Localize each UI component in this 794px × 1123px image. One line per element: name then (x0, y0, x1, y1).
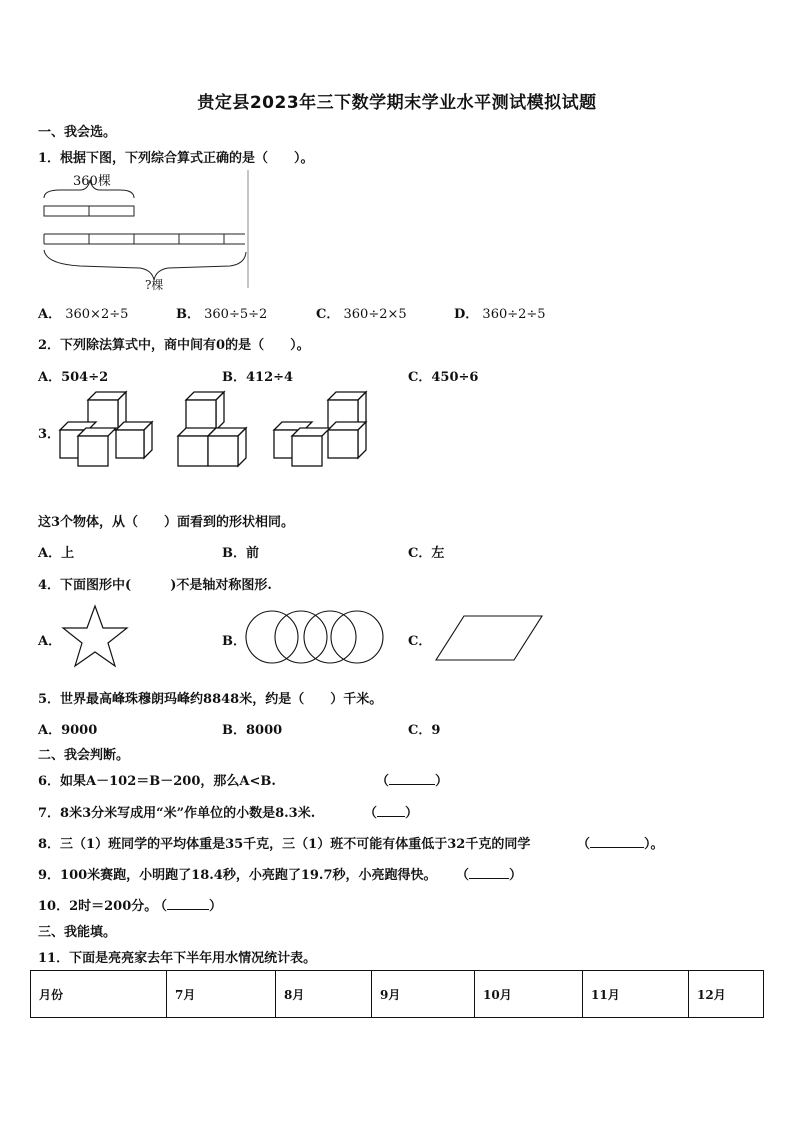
bracket-close: ） (405, 806, 419, 821)
cube-figure-2 (176, 390, 256, 468)
q4-option-b-label[interactable]: B． (222, 634, 246, 649)
question-4-text: 4．下面图形中( )不是轴对称图形. (38, 578, 272, 593)
table-cell: 8月 (276, 971, 372, 1018)
question-5-text: 5．世界最高峰珠穆朗玛峰约8848米，约是（ ）千米。 (38, 692, 383, 707)
q9-answer-blank[interactable] (456, 864, 522, 883)
table-cell: 11月 (583, 971, 689, 1018)
q3-option-c[interactable] (408, 542, 444, 561)
option-label: A． (38, 723, 62, 738)
bracket-close: ） (509, 868, 523, 883)
answer-line (469, 866, 509, 879)
q3-option-a[interactable] (38, 542, 74, 561)
bracket-close: ）。 (644, 837, 664, 852)
bracket-open: （ (154, 899, 168, 914)
q7-answer-blank[interactable] (364, 802, 418, 821)
q1-option-d[interactable] (454, 303, 546, 322)
option-text: 8000 (246, 723, 283, 738)
question-6-text: 6．如果A－102＝B－200，那么A<B. (38, 774, 276, 789)
water-usage-table (30, 970, 764, 1018)
question-8-text: 8．三（1）班同学的平均体重是35千克，三（1）班不可能有体重低于32千克的同学 (38, 837, 531, 852)
table-cell: 9月 (372, 971, 475, 1018)
table-cell: 7月 (167, 971, 276, 1018)
option-text: 左 (431, 546, 445, 561)
option-label: B． (222, 370, 246, 385)
bracket-open: （ (456, 868, 470, 883)
parallelogram-icon (434, 614, 546, 662)
table-cell: 10月 (475, 971, 583, 1018)
option-label: B． (222, 723, 246, 738)
option-label: B． (222, 546, 246, 561)
bracket-close: ） (209, 899, 223, 914)
question-11-text: 11．下面是亮亮家去年下半年用水情况统计表。 (38, 951, 317, 966)
bracket-close: ） (435, 774, 449, 789)
section-heading-fill: 三、我能填。 (38, 925, 117, 940)
question-2-text: 2．下列除法算式中，商中间有0的是（ ）。 (38, 338, 310, 353)
page-title: 贵定县2023年三下数学期末学业水平测试模拟试题 (197, 93, 597, 113)
table-cell: 12月 (689, 971, 764, 1018)
bracket-open: （ (364, 806, 378, 821)
option-label: C． (316, 307, 340, 322)
option-label: A． (38, 370, 62, 385)
answer-line (590, 835, 644, 848)
bracket-open: （ (577, 837, 591, 852)
option-label: A． (38, 307, 62, 322)
option-label: D． (454, 307, 479, 322)
option-label: A． (38, 546, 62, 561)
q1-option-b[interactable] (176, 303, 267, 322)
q5-option-a[interactable] (38, 719, 97, 738)
option-text: 360÷2×5 (343, 307, 407, 322)
answer-line (389, 772, 435, 785)
option-label: B． (176, 307, 200, 322)
q1-option-a[interactable] (38, 303, 128, 322)
question-9-text: 9．100米赛跑，小明跑了18.4秒，小亮跑了19.7秒，小亮跑得快。 (38, 868, 437, 883)
question-3-text: 这3个物体，从（ ）面看到的形状相同。 (38, 515, 295, 530)
option-text: 9000 (61, 723, 98, 738)
q2-option-b[interactable] (222, 366, 293, 385)
question-10-text: 10．2时＝200分。 (38, 899, 158, 914)
question-3-number: 3． (38, 427, 61, 442)
option-text: 450÷6 (431, 370, 479, 385)
q4-option-c-label[interactable]: C． (408, 634, 432, 649)
q2-option-a[interactable] (38, 366, 108, 385)
q3-option-b[interactable] (222, 542, 259, 561)
option-label: C． (408, 546, 432, 561)
q10-answer-blank[interactable] (154, 895, 222, 914)
star-icon (60, 603, 130, 669)
question-1-text: 1．根据下图，下列综合算式正确的是（ ）。 (38, 151, 314, 166)
option-label: C． (408, 370, 432, 385)
q1-diagram-bottom-label: ?棵 (145, 278, 164, 292)
table-row (31, 971, 764, 1018)
option-text: 9 (431, 723, 441, 738)
q2-option-c[interactable] (408, 366, 478, 385)
answer-line (377, 804, 405, 817)
question-7-text: 7．8米3分米写成用“米”作单位的小数是8.3米. (38, 806, 316, 821)
option-text: 360÷2÷5 (482, 307, 546, 322)
q5-option-b[interactable] (222, 719, 282, 738)
cube-figure-3 (272, 390, 372, 468)
q6-answer-blank[interactable] (376, 770, 448, 789)
q1-option-c[interactable] (316, 303, 407, 322)
section-heading-judge: 二、我会判断。 (38, 748, 130, 763)
section-heading-choose: 一、我会选。 (38, 125, 117, 140)
table-cell: 月份 (31, 971, 167, 1018)
option-label: C． (408, 723, 432, 738)
option-text: 412÷4 (246, 370, 294, 385)
option-text: 360×2÷5 (65, 307, 129, 322)
cube-figure-1 (58, 390, 158, 468)
q1-diagram-top-label: 360棵 (73, 174, 111, 189)
answer-line (167, 897, 209, 910)
bracket-open: （ (376, 774, 390, 789)
four-circles-icon (244, 609, 384, 665)
q5-option-c[interactable] (408, 719, 440, 738)
option-text: 上 (61, 546, 75, 561)
q4-option-a-label[interactable]: A． (38, 634, 62, 649)
q8-answer-blank[interactable] (577, 833, 664, 852)
option-text: 504÷2 (61, 370, 109, 385)
option-text: 360÷5÷2 (204, 307, 268, 322)
option-text: 前 (246, 546, 260, 561)
